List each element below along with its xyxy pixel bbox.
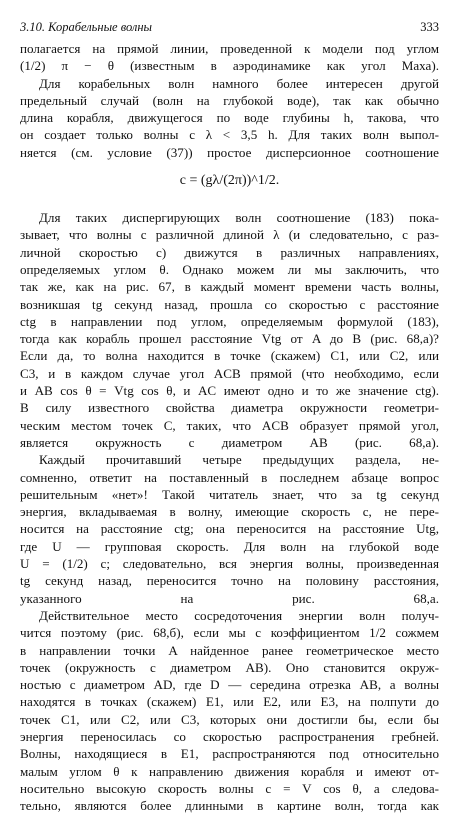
paragraph-2: Для корабельных волн намного более интересен другой предельный случай (волн на глубокой воде), так как обычно длина корабля, движущегося по воде глубины h, такова, что он создает только волны с λ < 3,5 h. Для таких волн выпол- няется (см. условие (37)) простое дисперсионное соотношение	[20, 75, 439, 160]
running-header	[20, 20, 439, 38]
section-title: 3.10. Корабельные волны	[20, 20, 153, 34]
paragraph-5: Действительное место сосредоточения энергии волн получ- чится поэтому (рис. 68,б), если мы с коэффициентом 1/2 сожмем в направлении точки A найденное ранее геометрическое место точек (окружность с диаметром AB). Оно становится окруж- ностью с диаметром AD, где D — середина отрезка AB, а волны находятся в точках (скажем) E1, или E2, или E3, на полпути до точек C1, или C2, или C3, которых они достигли бы, если бы энергия переносилась со скоростью распространения гребней. Волны, находящиеся в E1, распространяются под относительно малым углом θ к направлению движения корабля и имеют от- носительно высокую скорость волны c = V cos θ, а следова- тельно, являются более длинными в картине волн, тогда как	[20, 607, 439, 814]
dispersion-formula: c = (gλ/(2π))^1/2.	[179, 173, 280, 189]
paragraph-4: Каждый прочитавший четыре предыдущих раздела, не- сомненно, ответит на поставленный в последнем абзаце вопрос решительным «нет»! Такой читатель знает, что за tg секунд энергия, вкладываемая в волну, имеющие скорость c, не пере- носится на расстояние ctg; она переносится на расстояние Utg, где U — групповая скорость. Для волн на глубокой воде U = (1/2) c; следовательно, вся энергия волны, произведенная tg секунд назад, переносится точно на половину расстояния, указанного на рис. 68,а.	[20, 452, 439, 606]
page-number: 333	[420, 20, 439, 34]
paragraph-1: полагается на прямой линии, проведенной к модели под углом (1/2) π − θ (известным в аэродинамике как угол Маха).	[20, 41, 439, 74]
paragraph-3: Для таких диспергирующих волн соотношение (183) пока- зывает, что волны с различной длиной λ (и следовательно, с раз- личной скоростью c) движутся в различных направлениях, определяемых углом θ. Однако можем ли мы заключить, что так же, как на рис. 67, в каждый момент времени часть волны, возникшая tg секунд назад, прошла со скоростью c расстояние ctg в направлении под углом, определяемым формулой (183), тогда как корабль прошел расстояние Vtg от A до B (рис. 68,а)? Если да, то волна находится в точке (скажем) C1, или C2, или C3, и в каждом случае угол ACB прямой (что необходимо, если и AB cos θ = Vtg cos θ, и AC имеют одно и то же значение ctg). В силу известного свойства диаметра окружности геометри- ческим местом точек C, таких, что ACB образует прямой угол, является окружность с диаметром AB (рис. 68,а).	[20, 210, 439, 450]
